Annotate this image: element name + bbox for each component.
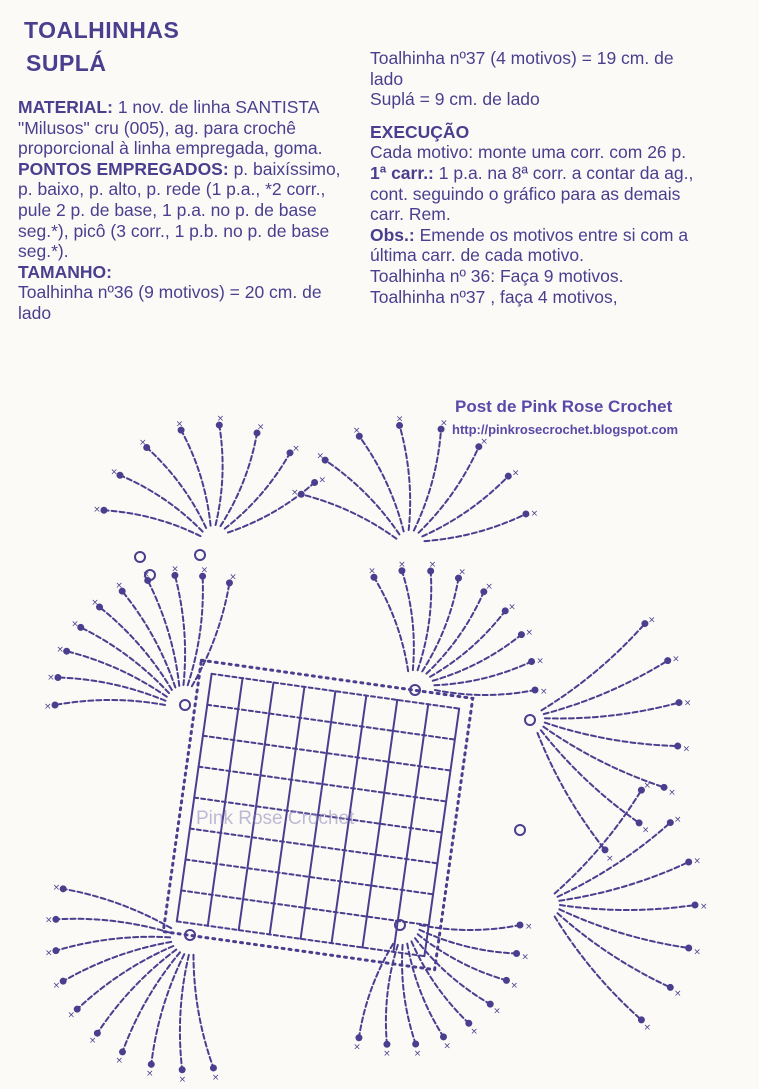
svg-text:×: × — [693, 856, 701, 867]
svg-text:×: × — [292, 443, 300, 454]
svg-text:×: × — [178, 1074, 187, 1085]
svg-text:×: × — [606, 853, 614, 864]
t36-text: Toalhinha nº 36: Faça 9 motivos. — [370, 265, 624, 286]
fan-right-upper — [538, 615, 692, 863]
obs-label: Obs.: — [370, 224, 415, 245]
svg-text:×: × — [508, 602, 516, 613]
material-label: MATERIAL: — [18, 97, 113, 117]
svg-text:×: × — [175, 419, 184, 430]
fan-right-lower — [555, 781, 708, 1033]
size-37-text: Toalhinha nº37 (4 motivos) = 19 cm. de lado — [370, 48, 674, 89]
svg-text:×: × — [443, 1041, 451, 1052]
svg-text:×: × — [93, 505, 101, 516]
svg-text:×: × — [115, 1055, 124, 1066]
svg-text:×: × — [211, 1072, 220, 1083]
svg-text:×: × — [52, 883, 61, 894]
svg-text:×: × — [115, 581, 123, 592]
svg-text:×: × — [470, 1026, 478, 1037]
svg-text:×: × — [428, 560, 437, 571]
svg-text:×: × — [44, 702, 52, 712]
fan-bottom-right — [353, 922, 532, 1059]
svg-text:×: × — [67, 1010, 76, 1021]
fan-top-left — [44, 564, 237, 712]
svg-text:×: × — [171, 564, 179, 575]
title-line-1: TOALHINHAS — [24, 17, 180, 43]
joining-knot — [515, 825, 525, 835]
svg-text:×: × — [672, 654, 680, 665]
svg-text:×: × — [525, 627, 534, 638]
svg-text:×: × — [368, 566, 376, 577]
tamanho-label: TAMANHO: — [18, 261, 112, 282]
svg-text:×: × — [648, 615, 656, 626]
svg-text:×: × — [138, 438, 147, 449]
svg-text:×: × — [110, 467, 118, 478]
credit-url[interactable]: http://pinkrosecrochet.blogspot.com — [452, 422, 679, 437]
svg-text:×: × — [643, 780, 652, 791]
fan-top-right — [368, 560, 547, 697]
svg-text:×: × — [643, 1023, 652, 1034]
svg-text:×: × — [318, 475, 327, 486]
svg-text:×: × — [674, 988, 682, 999]
svg-text:×: × — [693, 947, 701, 958]
pontos-text: p. baixíssimo, p. baixo, p. alto, p. rede (1 p.a., *2 corr., pule 2 p. de base, 1 p.a. no p. de base seg.*), picô (3 corr., 1 p.b. no p. de base seg.*). — [18, 158, 341, 262]
svg-text:×: × — [142, 569, 150, 580]
svg-text:×: × — [216, 414, 225, 425]
svg-text:×: × — [56, 644, 64, 655]
credit-title: Post de Pink Rose Crochet — [455, 397, 673, 416]
svg-text:×: × — [683, 698, 692, 709]
svg-text:×: × — [71, 619, 79, 630]
joining-knot — [195, 550, 205, 560]
title-line-2: SUPLÁ — [26, 50, 107, 76]
svg-text:×: × — [641, 825, 650, 836]
svg-text:×: × — [352, 425, 361, 436]
svg-text:×: × — [290, 487, 299, 498]
svg-text:×: × — [674, 815, 682, 826]
execucao-label: EXECUÇÃO — [370, 121, 470, 142]
svg-text:×: × — [413, 1048, 422, 1059]
supla-text: Suplá = 9 cm. de lado — [370, 89, 540, 110]
svg-text:×: × — [521, 952, 529, 963]
tamanho-text: Toalhinha nº36 (9 motivos) = 20 cm. de lado — [18, 282, 322, 323]
svg-text:×: × — [44, 915, 53, 926]
svg-text:×: × — [200, 565, 209, 576]
svg-text:×: × — [511, 468, 520, 479]
fan-top-partial-right — [291, 414, 538, 541]
fan-top-partial-left — [93, 414, 326, 536]
svg-text:×: × — [229, 572, 237, 583]
joining-knot — [135, 552, 145, 562]
svg-text:×: × — [383, 1049, 391, 1060]
carr-label: 1ª carr.: — [370, 162, 434, 183]
svg-text:×: × — [530, 508, 539, 519]
pontos-label: PONTOS EMPREGADOS: — [18, 158, 229, 179]
svg-text:×: × — [536, 656, 544, 667]
svg-text:×: × — [52, 980, 61, 991]
svg-text:×: × — [540, 687, 548, 697]
svg-text:×: × — [395, 414, 404, 425]
execucao-text: Cada motivo: monte uma corr. com 26 p. — [370, 142, 687, 163]
svg-text:×: × — [440, 418, 448, 429]
svg-text:×: × — [316, 451, 325, 462]
svg-text:×: × — [353, 1042, 361, 1053]
svg-text:×: × — [398, 559, 406, 570]
watermark: Pink Rose Crochet — [196, 808, 355, 829]
svg-text:×: × — [700, 902, 708, 912]
svg-text:×: × — [145, 1068, 154, 1079]
fan-bottom-left — [45, 883, 219, 1085]
svg-text:×: × — [668, 787, 676, 798]
svg-text:×: × — [510, 981, 519, 992]
svg-text:×: × — [256, 422, 265, 433]
carr-text: 1 p.a. na 8ª corr. a contar da ag., cont. seguindo o gráfico para as demais carr. Rem. — [370, 162, 694, 225]
svg-text:×: × — [91, 598, 99, 609]
svg-text:×: × — [682, 744, 691, 755]
svg-text:×: × — [47, 672, 55, 683]
joining-knot — [525, 715, 535, 725]
svg-text:×: × — [44, 948, 53, 959]
svg-text:×: × — [493, 1006, 501, 1017]
material-text: 1 nov. de linha SANTISTA "Milusos" cru (005), ag. para crochê proporcional à linha empregada, goma. — [18, 97, 323, 159]
svg-text:×: × — [480, 437, 488, 448]
svg-text:×: × — [485, 582, 493, 593]
t37-text: Toalhinha nº37 , faça 4 motivos, — [370, 286, 618, 307]
svg-text:×: × — [525, 922, 533, 932]
svg-text:×: × — [88, 1036, 97, 1047]
joining-knot — [180, 700, 190, 710]
obs-text: Emende os motivos entre si com a última carr. de cada motivo. — [370, 224, 689, 266]
svg-text:×: × — [458, 567, 466, 578]
